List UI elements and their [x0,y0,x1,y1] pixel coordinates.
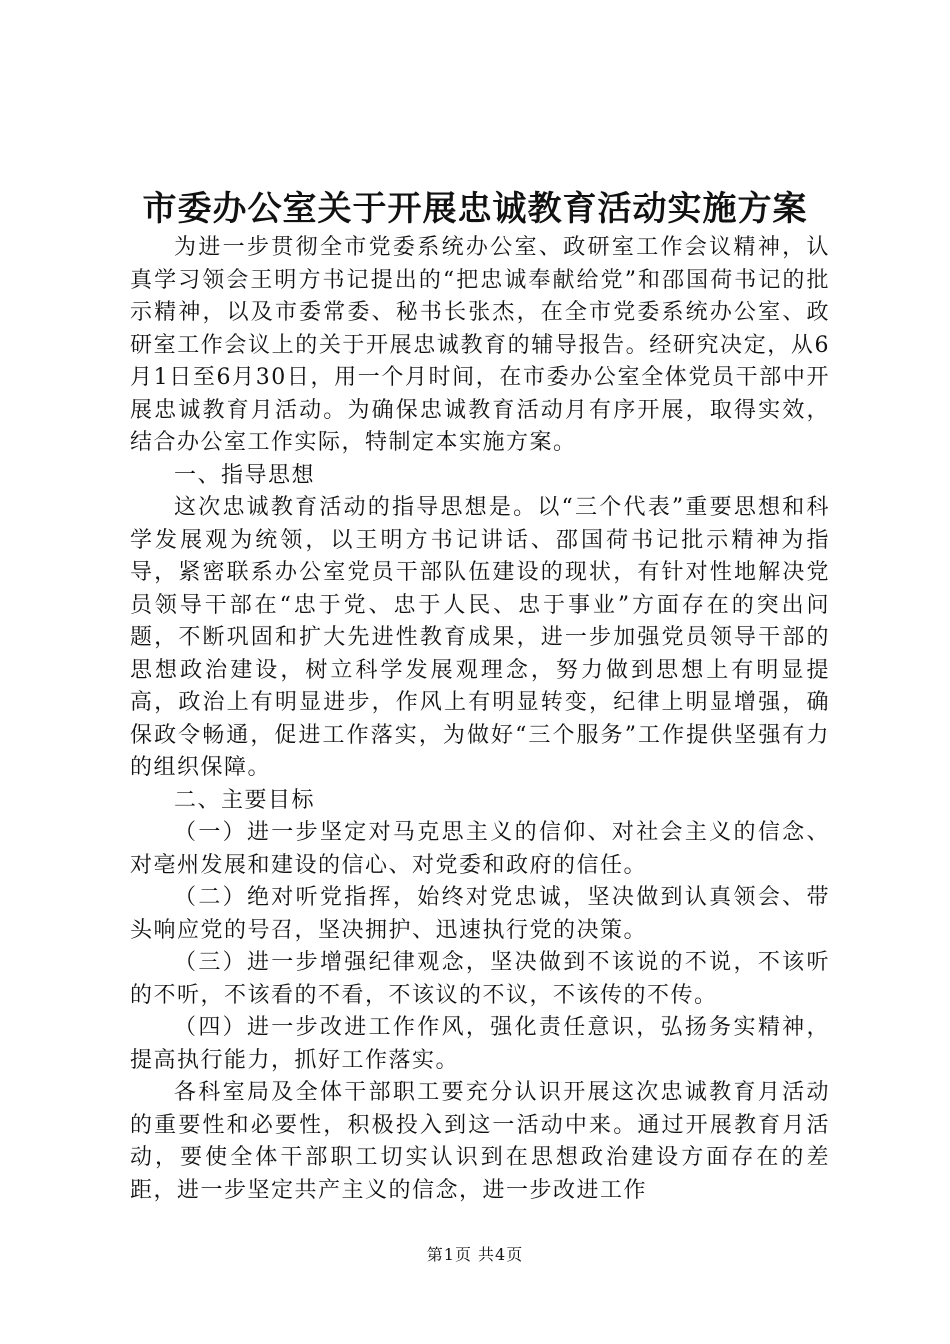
guiding-ideology-paragraph: 这次忠诚教育活动的指导思想是。以“三个代表”重要思想和科学发展观为统领，以王明方书记讲话、邵国荷书记批示精神为指导，紧密联系办公室党员干部队伍建设的现状，有针对性地解决党员领导干部在“忠于党、忠于人民、忠于事业”方面存在的突出问题，不断巩固和扩大先进性教育成果，进一步加强党员领导干部的思想政治建设，树立科学发展观理念，努力做到思想上有明显提高，政治上有明显进步，作风上有明显转变，纪律上明显增强，确保政令畅通，促进工作落实，为做好“三个服务”工作提供坚强有力的组织保障。 [130,495,830,780]
goal-item-4: （四）进一步改进工作作风，强化责任意识，弘扬务实精神，提高执行能力，抓好工作落实。 [130,1015,830,1073]
section-heading-main-goals: 二、主要目标 [174,787,316,813]
goal-item-3: （三）进一步增强纪律观念，坚决做到不该说的不说，不该听的不听，不该看的不看，不该议的不议，不该传的不传。 [130,950,830,1008]
intro-paragraph: 为进一步贯彻全市党委系统办公室、政研室工作会议精神，认真学习领会王明方书记提出的“把忠诚奉献给党”和邵国荷书记的批示精神，以及市委常委、秘书长张杰，在全市党委系统办公室、政研室工作会议上的关于开展忠诚教育的辅导报告。经研究决定，从6月1日至6月30日，用一个月时间，在市委办公室全体党员干部中开展忠诚教育月活动。为确保忠诚教育活动月有序开展，取得实效，结合办公室工作实际，特制定本实施方案。 [130,235,830,455]
page-number-footer: 第1页 共4页 [426,1245,524,1264]
goal-item-1: （一）进一步坚定对马克思主义的信仰、对社会主义的信念、对亳州发展和建设的信心、对党委和政府的信任。 [130,820,830,878]
closing-paragraph: 各科室局及全体干部职工要充分认识开展这次忠诚教育月活动的重要性和必要性，积极投入到这一活动中来。通过开展教育月活动，要使全体干部职工切实认识到在思想政治建设方面存在的差距，进一步坚定共产主义的信念，进一步改进工作 [130,1080,830,1203]
goal-item-2: （二）绝对听党指挥，始终对党忠诚，坚决做到认真领会、带头响应党的号召，坚决拥护、迅速执行党的决策。 [130,885,830,943]
document-title: 市委办公室关于开展忠诚教育活动实施方案 [142,189,808,229]
section-heading-guiding-ideology: 一、指导思想 [174,462,316,488]
document-body [130,232,830,1207]
